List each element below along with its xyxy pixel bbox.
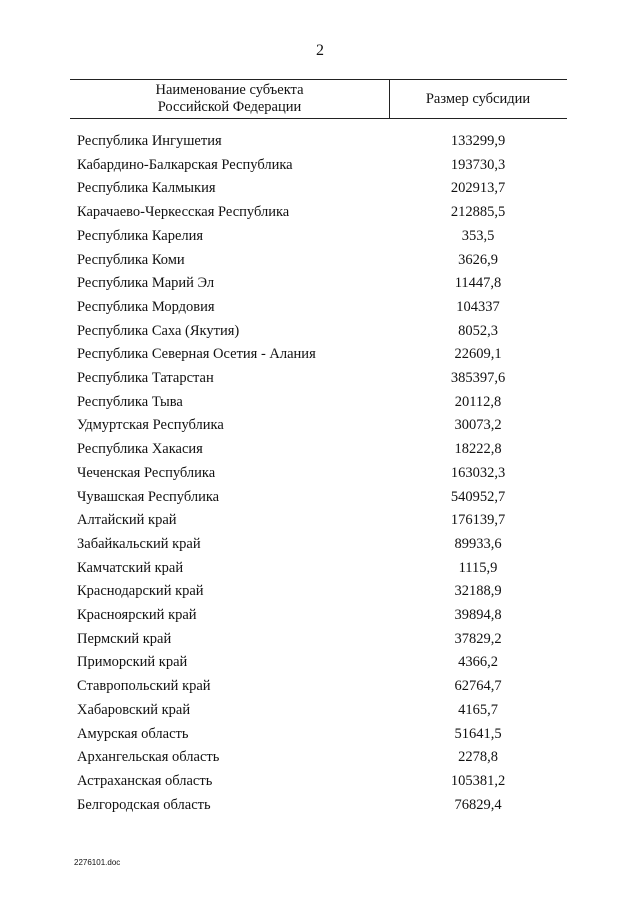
subsidy-value: 163032,3 — [450, 464, 506, 481]
subsidy-value: 4366,2 — [458, 654, 498, 671]
table-row — [0, 654, 640, 678]
table-row — [0, 489, 640, 513]
subject-name: Приморский край — [77, 654, 188, 671]
table-row — [0, 133, 640, 157]
subsidy-value: 32188,9 — [454, 583, 502, 600]
subsidy-value: 353,5 — [461, 227, 495, 244]
subject-name: Архангельская область — [77, 749, 220, 766]
table-row — [0, 631, 640, 655]
table-row — [0, 228, 640, 252]
subsidy-value: 8052,3 — [458, 322, 498, 339]
header-subject-name — [70, 82, 389, 116]
subject-name: Чеченская Республика — [77, 464, 216, 481]
subject-name: Республика Карелия — [77, 227, 204, 244]
subject-name: Астраханская область — [77, 772, 213, 789]
header-subsidy-size: Размер субсидии — [425, 91, 531, 107]
table-row — [0, 370, 640, 394]
subject-name: Забайкальский край — [77, 535, 201, 552]
subsidy-value: 37829,2 — [454, 630, 502, 647]
subsidy-value: 18222,8 — [454, 441, 502, 458]
page-number: 2 — [316, 42, 324, 59]
table-row — [0, 773, 640, 797]
subject-name: Республика Тыва — [77, 393, 183, 410]
subsidy-value: 20112,8 — [454, 393, 502, 410]
subject-name: Удмуртская Республика — [77, 417, 224, 434]
table-row — [0, 417, 640, 441]
subject-name: Республика Калмыкия — [77, 180, 216, 197]
table-row — [0, 323, 640, 347]
subject-name: Республика Коми — [77, 251, 185, 268]
table-row — [0, 441, 640, 465]
subsidy-value: 176139,7 — [450, 512, 506, 529]
header-subject-name-line2: Российской Федерации — [157, 99, 302, 115]
document-id: 2276101.doc — [74, 858, 121, 867]
table-row — [0, 465, 640, 489]
subsidy-value: 133299,9 — [450, 133, 506, 149]
subject-name: Пермский край — [77, 630, 172, 647]
table-row — [0, 512, 640, 536]
table-row — [0, 252, 640, 276]
subsidy-value: 89933,6 — [454, 535, 502, 552]
subsidy-value: 4165,7 — [458, 701, 498, 718]
table-row — [0, 583, 640, 607]
table-header-rule — [70, 118, 567, 119]
table-row — [0, 726, 640, 750]
table-row — [0, 536, 640, 560]
subsidy-value: 193730,3 — [450, 156, 506, 173]
table-row — [0, 275, 640, 299]
table-row — [0, 157, 640, 181]
subject-name: Чувашская Республика — [77, 488, 220, 505]
subject-name: Республика Хакасия — [77, 441, 203, 458]
subsidy-value: 540952,7 — [450, 488, 506, 505]
subsidy-value: 104337 — [456, 298, 500, 315]
subsidy-value: 212885,5 — [450, 204, 506, 221]
subsidy-value: 105381,2 — [450, 772, 506, 789]
table-row — [0, 702, 640, 726]
subsidy-value: 22609,1 — [454, 346, 502, 363]
header-subject-name-line1: Наименование субъекта — [155, 82, 304, 98]
subsidy-value: 51641,5 — [454, 725, 502, 742]
subsidy-value: 62764,7 — [454, 678, 502, 695]
subsidy-value: 2278,8 — [458, 749, 498, 766]
subject-name: Карачаево-Черкесская Республика — [77, 204, 290, 221]
table-row — [0, 204, 640, 228]
table-row — [0, 797, 640, 821]
table-row — [0, 560, 640, 584]
subject-name: Республика Марий Эл — [77, 275, 215, 292]
table-row — [0, 346, 640, 370]
subsidy-value: 11447,8 — [454, 275, 502, 292]
subsidy-value: 76829,4 — [454, 796, 502, 813]
subject-name: Республика Северная Осетия - Алания — [77, 346, 316, 363]
subsidy-value: 39894,8 — [454, 607, 502, 623]
subsidy-value: 1115,9 — [458, 559, 498, 576]
subsidy-value: 202913,7 — [450, 180, 506, 197]
subject-name: Ставропольский край — [77, 678, 211, 695]
table-row — [0, 678, 640, 702]
subject-name: Хабаровский край — [77, 701, 191, 718]
table-row — [0, 607, 640, 631]
subject-name: Красноярский край — [77, 607, 197, 623]
table-row — [0, 180, 640, 204]
subsidy-value: 30073,2 — [454, 417, 502, 434]
subject-name: Республика Ингушетия — [77, 133, 222, 149]
table-row — [0, 299, 640, 323]
subsidy-value: 385397,6 — [450, 370, 506, 386]
subject-name: Камчатский край — [77, 559, 184, 576]
subject-name: Алтайский край — [77, 512, 177, 529]
table-row — [0, 394, 640, 418]
subject-name: Амурская область — [77, 725, 189, 742]
subject-name: Республика Мордовия — [77, 298, 215, 315]
table-row — [0, 749, 640, 773]
subject-name: Белгородская область — [77, 796, 211, 813]
table-top-rule — [70, 79, 567, 80]
subject-name: Кабардино-Балкарская Республика — [77, 156, 293, 173]
subject-name: Краснодарский край — [77, 583, 204, 600]
subsidy-value: 3626,9 — [458, 251, 498, 268]
subject-name: Республика Саха (Якутия) — [77, 322, 240, 339]
subject-name: Республика Татарстан — [77, 370, 214, 386]
